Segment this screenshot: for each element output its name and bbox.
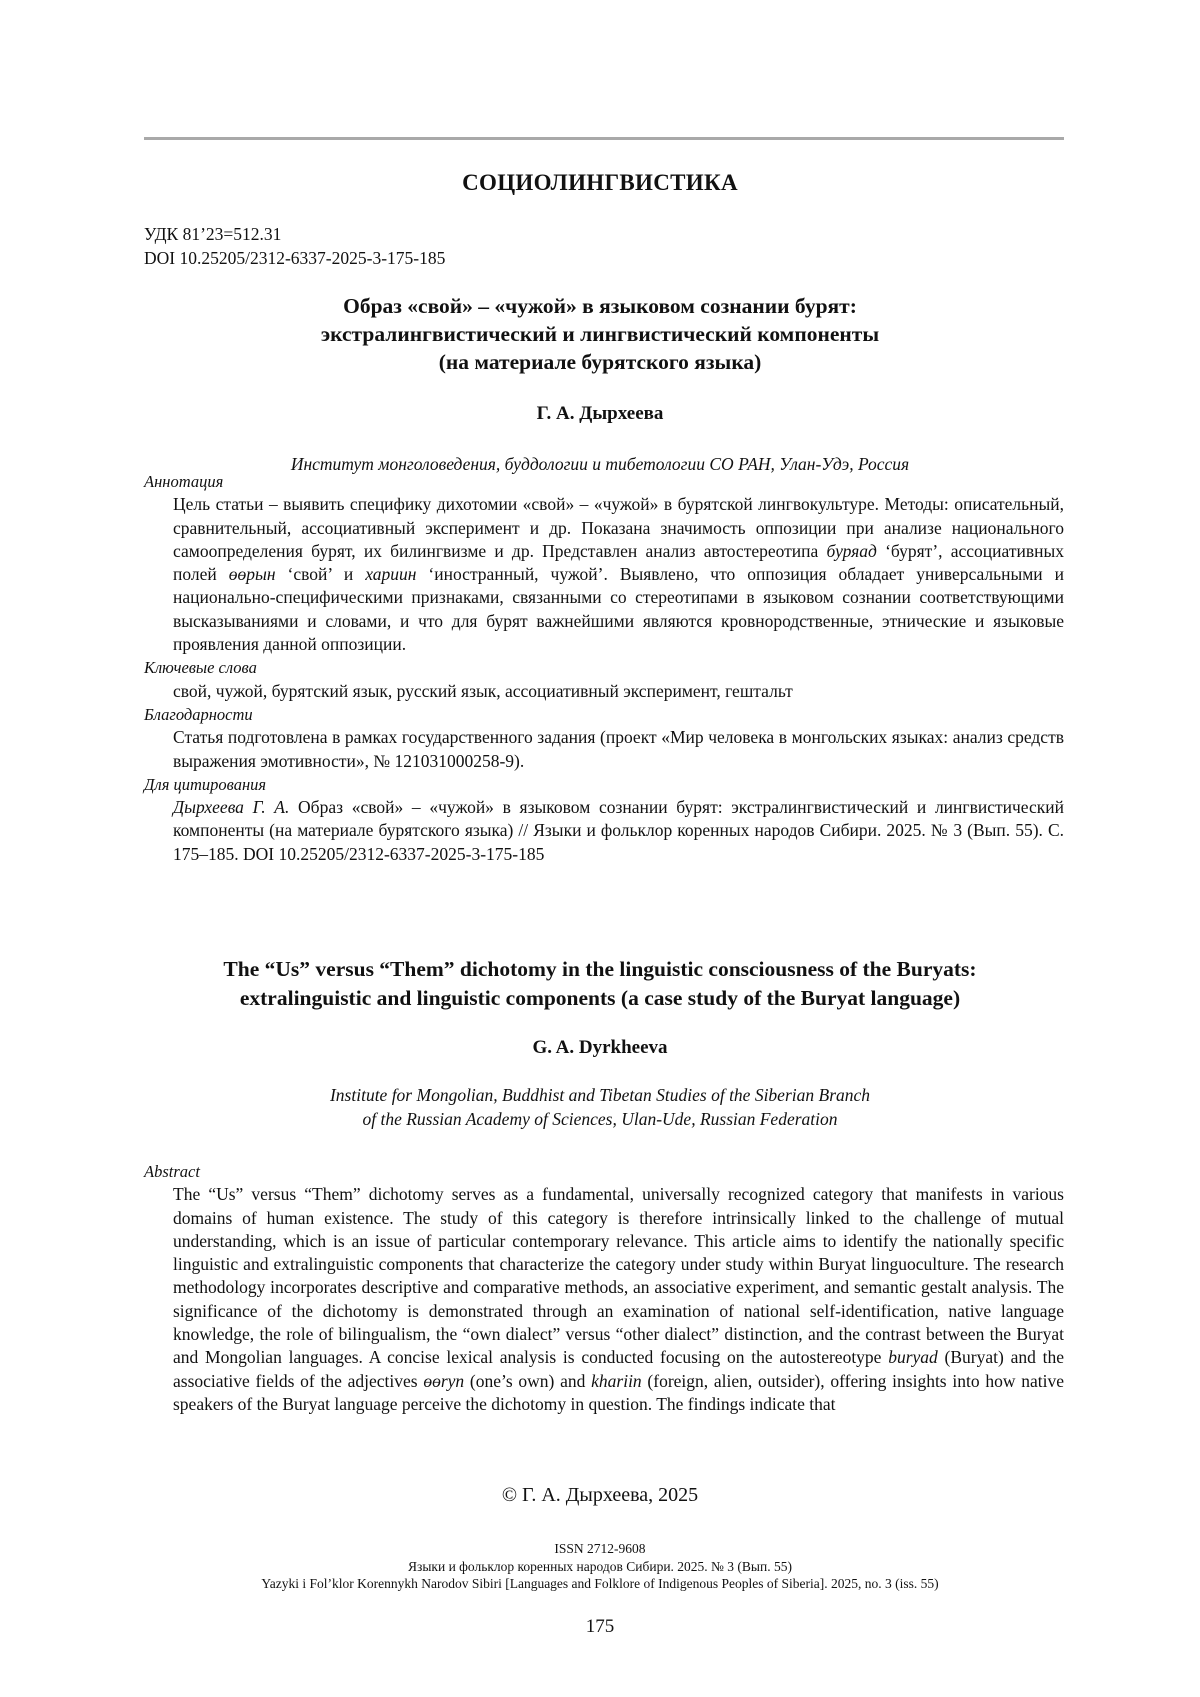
term-khariin: хариин	[365, 564, 417, 585]
keywords-label: Ключевые слова	[144, 658, 257, 678]
doi: DOI 10.25205/2312-6337-2025-3-175-185	[144, 248, 446, 268]
citation-label: Для цитирования	[144, 774, 267, 794]
author-en: G. A. Dyrkheeva	[532, 1037, 668, 1058]
issn: ISSN 2712-9608	[554, 1541, 646, 1556]
author-ru: Г. А. Дырхеева	[536, 403, 664, 424]
citation-text: Дырхеева Г. А. Образ «свой» – «чужой» в языковом сознании бурят: экстралингвистический и лингвистический компоненты (на материале бурятского языка) // Языки и фольклор коренных народов Сибири. 2025. № 3 (Вып. 55). С. 175–185. DOI 10.25205/2312-6337-2025-3-175-185	[173, 797, 1064, 864]
acknowledgements-label: Благодарности	[144, 704, 253, 724]
affiliation-ru: Институт монголоведения, буддологии и тибетологии СО РАН, Улан-Удэ, Россия	[290, 454, 910, 474]
term-khariin-en: khariin	[591, 1370, 642, 1391]
article-title-ru	[0, 292, 1200, 376]
annotation-label: Аннотация	[144, 472, 224, 491]
affiliation-en: Institute for Mongolian, Buddhist and Tibetan Studies of the Siberian Branch of the Russian Academy of Sciences, Ulan-Ude, Russian Federation	[329, 1085, 871, 1129]
article-meta	[144, 222, 445, 270]
header-rule	[144, 137, 1064, 140]
journal-name-ru: Языки и фольклор коренных народов Сибири. 2025. № 3 (Вып. 55)	[408, 1558, 792, 1574]
udk-code: УДК 81’23=512.31	[144, 224, 282, 244]
keywords-text: свой, чужой, бурятский язык, русский язык, ассоциативный эксперимент, гештальт	[173, 680, 793, 701]
section-title: СОЦИОЛИНГВИСТИКА	[462, 170, 738, 195]
term-oeoeryn: өөрын	[228, 564, 276, 585]
term-ooryn-en: өөryn	[423, 1370, 465, 1391]
article-title-en	[0, 955, 1200, 1013]
annotation-section	[144, 470, 1064, 866]
copyright: © Г. А. Дырхеева, 2025	[501, 1484, 699, 1506]
term-buryad-en: buryad	[888, 1347, 938, 1368]
term-buryad: буряад	[826, 540, 877, 561]
title-ru-line: Образ «свой» – «чужой» в языковом сознании бурят:	[343, 294, 857, 318]
title-ru-line: (на материале бурятского языка)	[438, 350, 762, 374]
journal-footer	[0, 1540, 1200, 1593]
abstract-section	[144, 1160, 1064, 1416]
title-ru-line: экстралингвистический и лингвистический компоненты	[320, 322, 880, 346]
page-number: 175	[585, 1616, 615, 1637]
journal-name-en: Yazyki i Fol’klor Korennykh Narodov Sibiri [Languages and Folklore of Indigenous Peoples of Siberia]. 2025, no. 3 (iss. 55)	[261, 1576, 939, 1591]
abstract-text: The “Us” versus “Them” dichotomy serves as a fundamental, universally recognized category that manifests in various domains of human existence. The study of this category is therefore intrinsically linked to the challenge of mutual understanding, which is an issue of particular contemporary relevance. This article aims to identify the nationally specific linguistic and extralinguistic components that characterize the category under study within Buryat linguoculture. The research methodology incorporates descriptive and comparative methods, an associative experiment, and semantic gestalt analysis. The significance of the dichotomy is demonstrated through an examination of national self-identification, native language knowledge, the role of bilingualism, the “own dialect” versus “other dialect” distinction, and the contrast between the Buryat and Mongolian languages. A concise lexical analysis is conducted focusing on the autostereotype buryad (Buryat) and the associative fields of the adjectives өөryn (one’s own) and khariin (foreign, alien, outsider), offering insights into how native speakers of the Buryat language perceive the dichotomy in question. The findings indicate that	[173, 1184, 1064, 1414]
title-en-line: extralinguistic and linguistic components (a case study of the Buryat language)	[239, 986, 961, 1010]
citation-author: Дырхеева Г. А.	[173, 797, 290, 818]
acknowledgements-text: Статья подготовлена в рамках государственного задания (проект «Мир человека в монгольских языках: анализ средств выражения эмотивности», № 121031000258-9).	[173, 727, 1064, 771]
abstract-label: Abstract	[144, 1162, 200, 1181]
title-en-line: The “Us” versus “Them” dichotomy in the linguistic consciousness of the Buryats:	[223, 957, 977, 981]
annotation-text: Цель статьи – выявить специфику дихотомии «свой» – «чужой» в бурятской лингвокультуре. Методы: описательный, сравнительный, ассоциативный эксперимент и др. Показана значимость оппозиции при анализе национального самоопределения бурят, их билингвизме и др. Представлен анализ автостереотипа буряад ‘бурят’, ассоциативных полей өөрын ‘свой’ и хариин ‘иностранный, чужой’. Выявлено, что оппозиция обладает универсальными и национально-специфическими признаками, связанными со стереотипами в языковом сознании соответствующими высказываниями и словами, и что для бурят важнейшими являются кровнородственные, этнические и языковые проявления данной оппозиции.	[173, 494, 1064, 655]
